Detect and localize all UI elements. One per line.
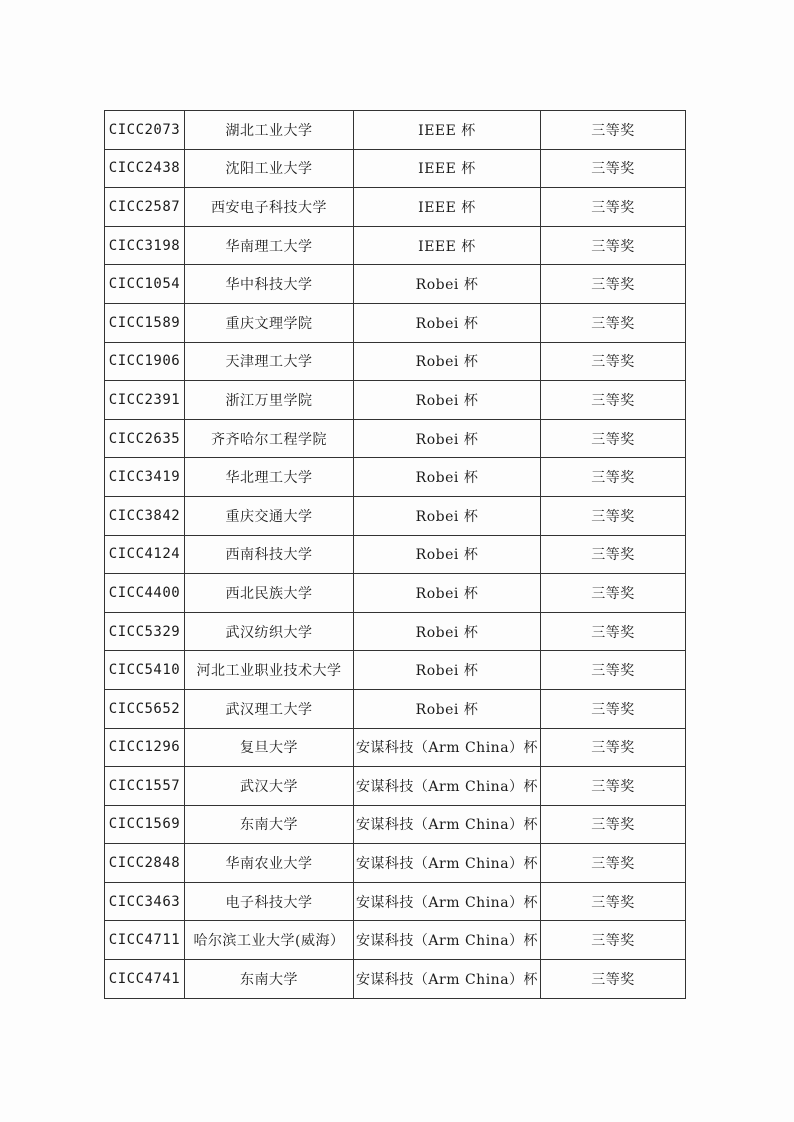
prize-level-cell: 三等奖: [541, 882, 686, 921]
table-row: [105, 651, 686, 690]
awards-table-body: [105, 111, 686, 999]
entry-id-cell: CICC4400: [105, 574, 185, 613]
school-name-cell: 河北工业职业技术大学: [185, 651, 354, 690]
prize-level-cell: 三等奖: [541, 805, 686, 844]
table-row: [105, 882, 686, 921]
school-name-cell: 天津理工大学: [185, 342, 354, 381]
school-name-cell: 电子科技大学: [185, 882, 354, 921]
table-row: [105, 805, 686, 844]
cup-name-cell: Robei 杯: [354, 458, 541, 497]
table-row: [105, 844, 686, 883]
school-name-cell: 东南大学: [185, 805, 354, 844]
table-row: [105, 921, 686, 960]
table-row: [105, 188, 686, 227]
table-row: [105, 381, 686, 420]
cup-name-cell: 安谋科技（Arm China）杯: [354, 805, 541, 844]
prize-level-cell: 三等奖: [541, 612, 686, 651]
table-row: [105, 689, 686, 728]
table-row: [105, 496, 686, 535]
entry-id-cell: CICC3419: [105, 458, 185, 497]
school-name-cell: 沈阳工业大学: [185, 149, 354, 188]
school-name-cell: 重庆文理学院: [185, 303, 354, 342]
entry-id-cell: CICC2635: [105, 419, 185, 458]
cup-name-cell: 安谋科技（Arm China）杯: [354, 882, 541, 921]
school-name-cell: 西安电子科技大学: [185, 188, 354, 227]
table-row: [105, 960, 686, 999]
cup-name-cell: IEEE 杯: [354, 111, 541, 150]
cup-name-cell: 安谋科技（Arm China）杯: [354, 728, 541, 767]
table-row: [105, 767, 686, 806]
prize-level-cell: 三等奖: [541, 574, 686, 613]
table-row: [105, 342, 686, 381]
cup-name-cell: IEEE 杯: [354, 149, 541, 188]
cup-name-cell: Robei 杯: [354, 381, 541, 420]
entry-id-cell: CICC2848: [105, 844, 185, 883]
prize-level-cell: 三等奖: [541, 496, 686, 535]
prize-level-cell: 三等奖: [541, 767, 686, 806]
entry-id-cell: CICC1569: [105, 805, 185, 844]
cup-name-cell: Robei 杯: [354, 265, 541, 304]
table-row: [105, 535, 686, 574]
school-name-cell: 华北理工大学: [185, 458, 354, 497]
entry-id-cell: CICC3842: [105, 496, 185, 535]
school-name-cell: 武汉纺织大学: [185, 612, 354, 651]
prize-level-cell: 三等奖: [541, 728, 686, 767]
school-name-cell: 西北民族大学: [185, 574, 354, 613]
entry-id-cell: CICC4711: [105, 921, 185, 960]
entry-id-cell: CICC1589: [105, 303, 185, 342]
cup-name-cell: 安谋科技（Arm China）杯: [354, 767, 541, 806]
entry-id-cell: CICC2587: [105, 188, 185, 227]
cup-name-cell: 安谋科技（Arm China）杯: [354, 921, 541, 960]
school-name-cell: 武汉大学: [185, 767, 354, 806]
cup-name-cell: 安谋科技（Arm China）杯: [354, 844, 541, 883]
prize-level-cell: 三等奖: [541, 342, 686, 381]
table-row: [105, 265, 686, 304]
entry-id-cell: CICC4741: [105, 960, 185, 999]
prize-level-cell: 三等奖: [541, 535, 686, 574]
cup-name-cell: Robei 杯: [354, 574, 541, 613]
table-row: [105, 419, 686, 458]
entry-id-cell: CICC3198: [105, 226, 185, 265]
entry-id-cell: CICC1557: [105, 767, 185, 806]
school-name-cell: 哈尔滨工业大学(威海）: [185, 921, 354, 960]
prize-level-cell: 三等奖: [541, 921, 686, 960]
prize-level-cell: 三等奖: [541, 303, 686, 342]
entry-id-cell: CICC3463: [105, 882, 185, 921]
school-name-cell: 重庆交通大学: [185, 496, 354, 535]
school-name-cell: 华中科技大学: [185, 265, 354, 304]
school-name-cell: 浙江万里学院: [185, 381, 354, 420]
table-row: [105, 111, 686, 150]
school-name-cell: 武汉理工大学: [185, 689, 354, 728]
awards-table: [104, 110, 686, 999]
prize-level-cell: 三等奖: [541, 149, 686, 188]
entry-id-cell: CICC2438: [105, 149, 185, 188]
school-name-cell: 齐齐哈尔工程学院: [185, 419, 354, 458]
entry-id-cell: CICC5652: [105, 689, 185, 728]
cup-name-cell: Robei 杯: [354, 496, 541, 535]
table-row: [105, 728, 686, 767]
table-row: [105, 612, 686, 651]
prize-level-cell: 三等奖: [541, 381, 686, 420]
cup-name-cell: 安谋科技（Arm China）杯: [354, 960, 541, 999]
entry-id-cell: CICC4124: [105, 535, 185, 574]
school-name-cell: 复旦大学: [185, 728, 354, 767]
table-row: [105, 303, 686, 342]
prize-level-cell: 三等奖: [541, 188, 686, 227]
cup-name-cell: Robei 杯: [354, 419, 541, 458]
prize-level-cell: 三等奖: [541, 111, 686, 150]
prize-level-cell: 三等奖: [541, 265, 686, 304]
prize-level-cell: 三等奖: [541, 689, 686, 728]
cup-name-cell: IEEE 杯: [354, 226, 541, 265]
prize-level-cell: 三等奖: [541, 226, 686, 265]
entry-id-cell: CICC5329: [105, 612, 185, 651]
table-row: [105, 458, 686, 497]
entry-id-cell: CICC2073: [105, 111, 185, 150]
cup-name-cell: Robei 杯: [354, 535, 541, 574]
table-row: [105, 226, 686, 265]
school-name-cell: 华南农业大学: [185, 844, 354, 883]
cup-name-cell: Robei 杯: [354, 689, 541, 728]
school-name-cell: 华南理工大学: [185, 226, 354, 265]
prize-level-cell: 三等奖: [541, 458, 686, 497]
prize-level-cell: 三等奖: [541, 651, 686, 690]
school-name-cell: 湖北工业大学: [185, 111, 354, 150]
entry-id-cell: CICC1296: [105, 728, 185, 767]
prize-level-cell: 三等奖: [541, 960, 686, 999]
entry-id-cell: CICC1906: [105, 342, 185, 381]
cup-name-cell: IEEE 杯: [354, 188, 541, 227]
entry-id-cell: CICC1054: [105, 265, 185, 304]
cup-name-cell: Robei 杯: [354, 612, 541, 651]
table-row: [105, 149, 686, 188]
entry-id-cell: CICC2391: [105, 381, 185, 420]
prize-level-cell: 三等奖: [541, 419, 686, 458]
prize-level-cell: 三等奖: [541, 844, 686, 883]
entry-id-cell: CICC5410: [105, 651, 185, 690]
cup-name-cell: Robei 杯: [354, 342, 541, 381]
table-row: [105, 574, 686, 613]
cup-name-cell: Robei 杯: [354, 651, 541, 690]
school-name-cell: 西南科技大学: [185, 535, 354, 574]
school-name-cell: 东南大学: [185, 960, 354, 999]
cup-name-cell: Robei 杯: [354, 303, 541, 342]
